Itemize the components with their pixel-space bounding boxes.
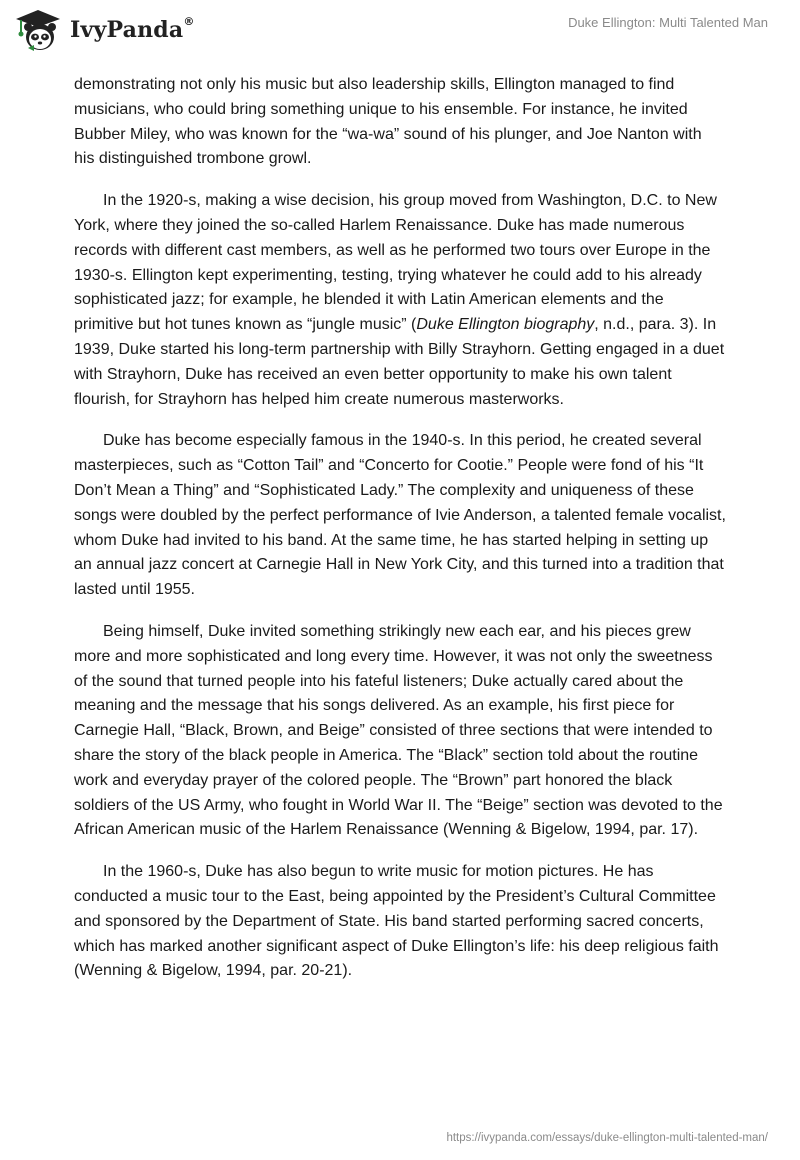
panda-graduate-icon — [14, 8, 62, 52]
paragraph-2 — [74, 189, 726, 412]
registered-mark: ® — [183, 15, 195, 28]
paragraph-4: Being himself, Duke invited something strikingly new each ear, and his pieces grew more and more sophisticated and long every time. However, it was not only the sweetness of the sound that turned people into his fateful listeners; Duke actually cared about the meaning and the message that his songs delivered. As an example, his first piece for Carnegie Hall, “Black, Brown, and Beige” consisted of three sections that were intended to share the story of the black people in America. The “Black” section told about the routine work and everyday prayer of the colored people. The “Brown” part honored the black soldiers of the US Army, who fought in World War II. The “Beige” section was devoted to the African American music of the Harlem Renaissance (Wenning & Bigelow, 1994, par. 17). — [74, 622, 723, 839]
paragraph-2-text-end: , n.d., para. 3). In 1939, Duke started his long-term partnership with Billy Strayhorn. Getting engaged in a duet with Strayhorn, Duke has received an even better opportunity to make his own talent flourish, for Strayhorn has helped him create numerous masterworks. — [74, 316, 725, 408]
citation-title: Duke Ellington biography — [416, 316, 595, 334]
ivypanda-logo[interactable] — [14, 8, 195, 52]
paragraph-3: Duke has become especially famous in the 1940-s. In this period, he created several masterpieces, such as “Cotton Tail” and “Concerto for Cootie.” People were fond of his “It Don’t Mean a Thing” and “Sophisticated Lady.” The complexity and uniqueness of these songs were doubled by the perfect performance of Ivie Anderson, a talented female vocalist, whom Duke had invited to his band. At the same time, he has started helping in setting up an annual jazz concert at Carnegie Hall in New York City, and this turned into a tradition that lasted until 1955. — [74, 432, 726, 599]
paragraph-5: In the 1960-s, Duke has also begun to write music for motion pictures. He has conducted a music tour to the East, being appointed by the President’s Cultural Committee and sponsored by the Department of State. His band started performing sacred concerts, which has marked another significant aspect of Duke Ellington’s life: his deep religious faith (Wenning & Bigelow, 1994, par. 20-21). — [74, 863, 719, 980]
source-url[interactable]: https://ivypanda.com/essays/duke-ellington-multi-talented-man/ — [446, 1132, 768, 1144]
brand-name: IvyPanda® — [70, 15, 195, 43]
document-title: Duke Ellington: Multi Talented Man — [568, 15, 768, 30]
paragraph-2-text-start: In the 1920-s, making a wise decision, his group moved from Washington, D.C. to New York, where they joined the so-called Harlem Renaissance. Duke has made numerous records with different cast members, as well as he performed two tours over Europe in the 1930-s. Ellington kept experimenting, testing, trying whatever he could add to his already sophisticated jazz; for example, he blended it with Latin American elements and the primitive but hot tunes known as “jungle music” ( — [74, 192, 717, 334]
essay-body — [74, 73, 726, 1001]
paragraph-1: demonstrating not only his music but also leadership skills, Ellington managed to find musicians, who could bring something unique to his ensemble. For instance, he invited Bubber Miley, who was known for the “wa-wa” sound of his plunger, and Joe Nanton with his distinguished trombone growl. — [74, 76, 702, 168]
page-header — [0, 0, 800, 70]
